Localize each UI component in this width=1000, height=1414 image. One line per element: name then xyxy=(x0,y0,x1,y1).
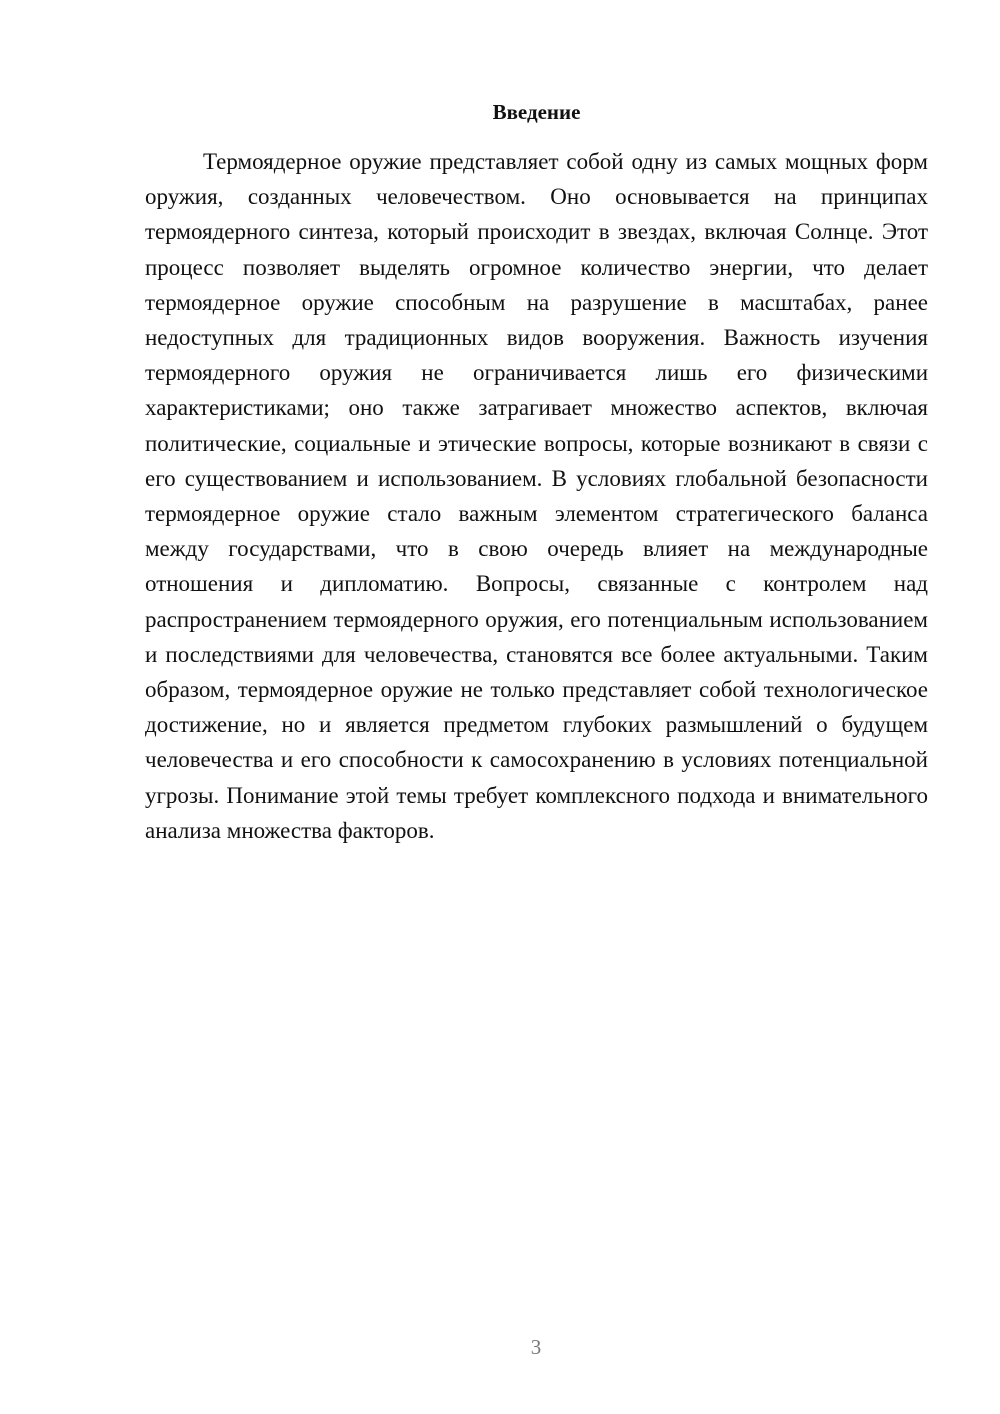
page-number: 3 xyxy=(530,1335,542,1359)
section-title: Введение xyxy=(492,100,581,124)
body-paragraph: Термоядерное оружие представляет собой одну из самых мощных форм оружия, созданных человечеством. Оно основывается на принципах термоядерного синтеза, который происходит в звездах, включая Солнце. Этот процесс позволяет выделять огромное количество энергии, что делает термоядерное оружие способным на разрушение в масштабах, ранее недоступных для традиционных видов вооружения. Важность изучения термоядерного оружия не ограничивается лишь его физическими характеристиками; оно также затрагивает множество аспектов, включая политические, социальные и этические вопросы, которые возникают в связи с его существованием и использованием. В условиях глобальной безопасности термоядерное оружие стало важным элементом стратегического баланса между государствами, что в свою очередь влияет на международные отношения и дипломатию. Вопросы, связанные с контролем над распространением термоядерного оружия, его потенциальным использованием и последствиями для человечества, становятся все более актуальными. Таким образом, термоядерное оружие не только представляет собой технологическое достижение, но и является предметом глубоких размышлений о будущем человечества и его способности к самосохранению в условиях потенциальной угрозы. Понимание этой темы требует комплексного подхода и внимательного анализа множества факторов. xyxy=(145,149,928,843)
